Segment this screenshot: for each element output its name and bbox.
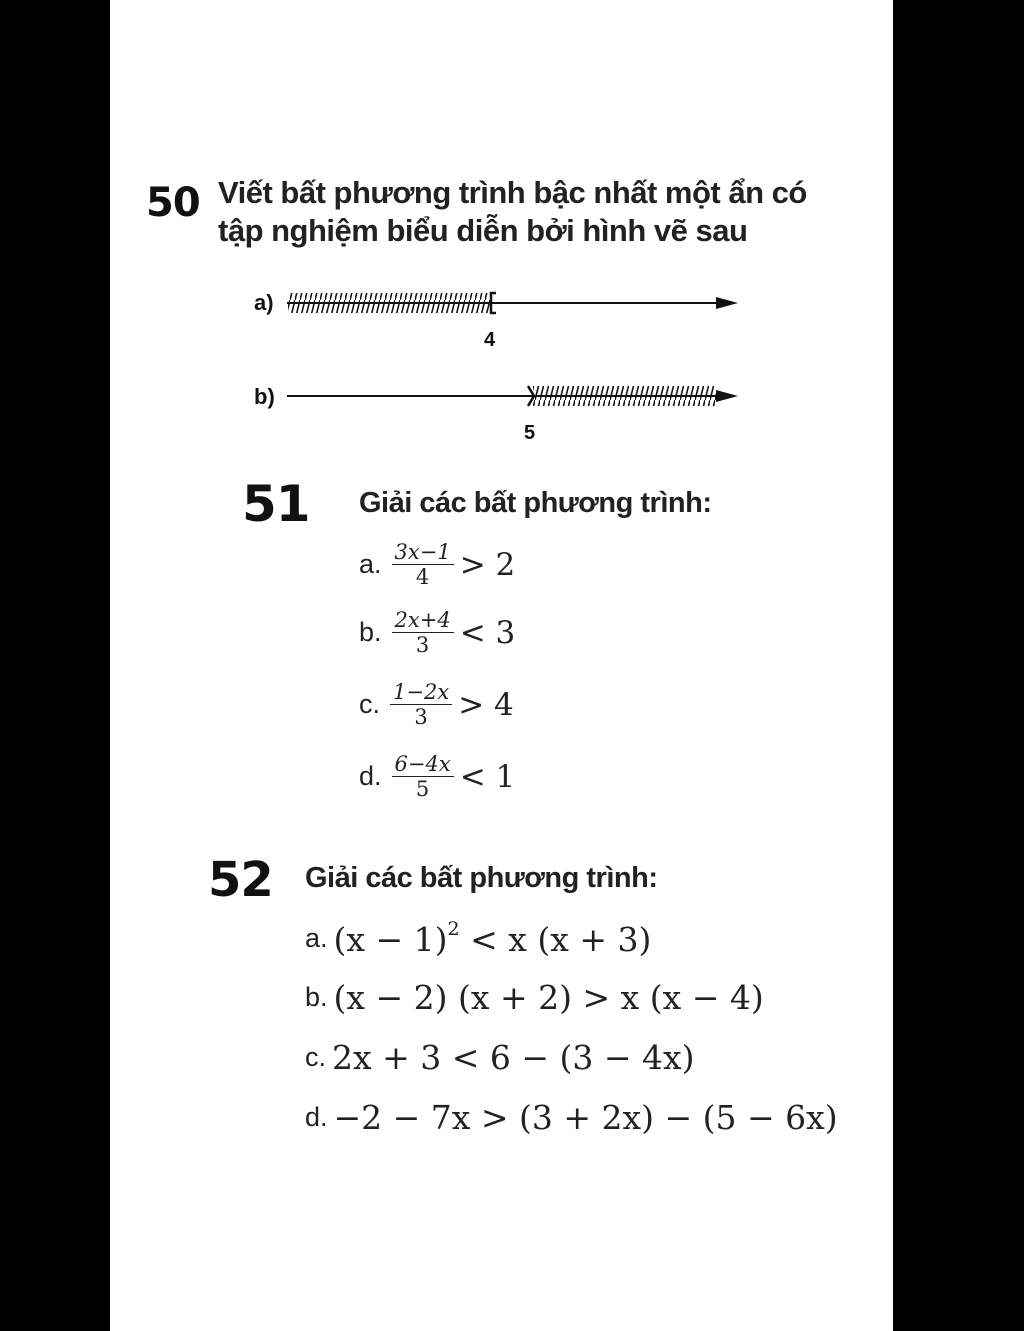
inequality-rhs: > 2 [459, 546, 516, 583]
exercise-52-item-b [305, 978, 764, 1017]
number-line-b-label: b) [254, 384, 275, 409]
exercise-51-number: 51 [242, 475, 310, 533]
inequality-expression [334, 918, 652, 959]
denominator: 4 [415, 565, 430, 589]
fraction [392, 752, 454, 801]
item-label: c. [359, 689, 381, 719]
denominator: 3 [415, 633, 430, 657]
exercise-52-number: 52 [208, 852, 273, 908]
exercise-51-item-a [359, 540, 515, 589]
fraction [392, 608, 454, 657]
number-line-b-arrow [716, 390, 738, 402]
inequality-expression: (x − 2) (x + 2) > x (x − 4) [333, 978, 764, 1017]
denominator: 5 [415, 777, 430, 801]
inequality-rhs: < 1 [459, 758, 516, 795]
number-line-b-value: 5 [524, 422, 536, 444]
item-label: d. [359, 761, 382, 791]
exponent: 2 [447, 918, 460, 940]
inequality-rhs: < 3 [459, 614, 516, 651]
inequality-expression: −2 − 7x > (3 + 2x) − (5 − 6x) [333, 1098, 838, 1137]
number-line-a-label: a) [254, 290, 274, 315]
expr-rest: < x (x + 3) [459, 920, 652, 959]
numerator: 2x+4 [394, 608, 451, 632]
denominator: 3 [414, 705, 428, 729]
fraction [392, 540, 454, 589]
exercise-51-item-d [359, 752, 515, 801]
expr-lhs: (x − 1) [333, 920, 448, 959]
numerator: 3x−1 [394, 540, 451, 564]
number-line-figure [0, 0, 1024, 460]
number-line-a-hatch [288, 293, 491, 313]
item-label: d. [305, 1102, 328, 1132]
exercise-51-item-c [359, 680, 514, 729]
exercise-50-number: 50 [146, 180, 200, 226]
item-label: b. [305, 982, 328, 1012]
number-line-a-arrow [716, 297, 738, 309]
exercise-50-title-line1: Viết bất phương trình bậc nhất một ẩn có [218, 175, 807, 210]
exercise-52-item-d [305, 1098, 838, 1137]
item-label: b. [359, 617, 382, 647]
item-label: c. [305, 1042, 327, 1072]
inequality-expression: 2x + 3 < 6 − (3 − 4x) [332, 1038, 695, 1077]
item-label: a. [359, 549, 382, 579]
exercise-52-item-c [305, 1038, 694, 1077]
exercise-52-item-a [305, 918, 651, 959]
item-label: a. [305, 923, 328, 953]
inequality-rhs: > 4 [458, 686, 514, 723]
exercise-51-item-b [359, 608, 515, 657]
numerator: 6−4x [394, 752, 451, 776]
fraction [390, 680, 452, 729]
number-line-b-hatch [533, 386, 716, 406]
exercise-51-heading: Giải các bất phương trình: [359, 487, 712, 519]
number-line-a-value: 4 [484, 329, 496, 351]
numerator: 1−2x [393, 680, 450, 704]
exercise-52-heading: Giải các bất phương trình: [305, 862, 658, 894]
exercise-50-title-line2: tập nghiệm biểu diễn bởi hình vẽ sau [218, 213, 748, 248]
